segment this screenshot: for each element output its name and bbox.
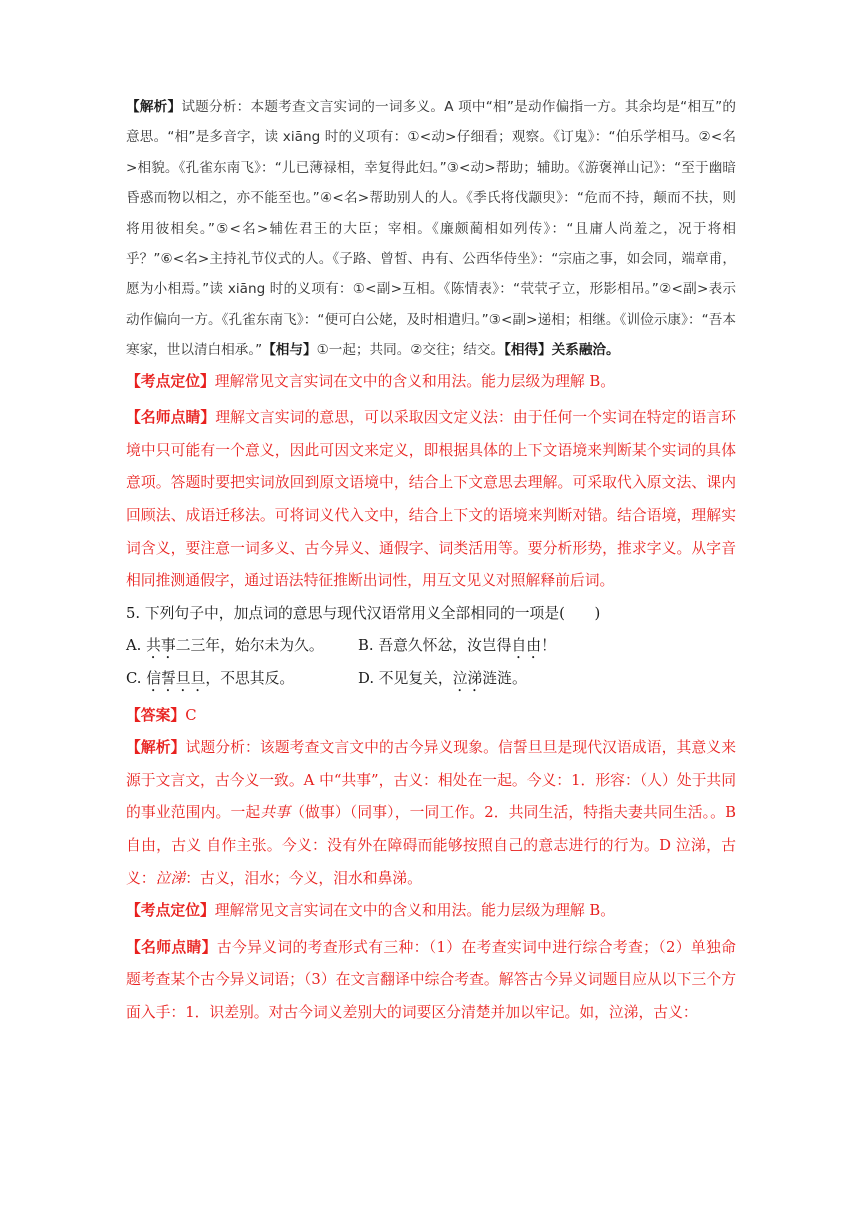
kaodian-tag: 【考点定位】	[126, 372, 215, 390]
option-a-dotted: 共事	[146, 637, 176, 655]
mingshi-text: 理解文言实词的意思，可以采取因文定义法：由于任何一个实词在特定的语言环境中只可能有一个意义，因此可因文来定义，即根据具体的上下文语境来判断某个实词的具体意项。答题时要把实词放回到原文语境中，结合上下文意思去理解。可采取代入原文法、课内回顾法、成语迁移法。可将词义代入文中，结合上下文的语境来判断对错。结合语境，理解实词含义，要注意一词多义、古今异义、通假字、词类活用等。要分析形势，推求字义。从字音相同推测通假字，通过语法特征推断出词性，用互文见义对照解释前后词。	[126, 409, 736, 590]
answer-tag: 【答案】	[126, 706, 186, 724]
analysis-block-2: 【解析】试题分析：该题考查文言文中的古今异义现象。信誓旦旦是现代汉语成语，其意义来源于文言文，古今义一致。A 中“共事”，古义：相处在一起。今义：1．形容：（人）处于共同的事业范围内。一起共事（做事）（同事），一同工作。2．共同生活，特指夫妻共同生活。。B 自由，古义 自作主张。今义：没有外在障碍而能够按照自己的意志进行的行为。D 泣涕，古义：泣涕：古义，泪水；今义，泪水和鼻涕。	[126, 739, 736, 887]
answer-block	[126, 700, 736, 733]
options-row-cd	[126, 663, 736, 696]
xiangyu-tag: 【相与】	[262, 342, 317, 359]
option-b-dotted: 自由	[511, 637, 542, 655]
italic-qiti: 泣涕	[155, 869, 186, 887]
option-c: C. 信誓旦旦，不思其反。	[126, 670, 295, 687]
option-d: D. 不见复关，泣涕涟涟。	[358, 670, 527, 687]
xiangde-tag: 【相得】	[504, 342, 552, 359]
kaodian-block-1	[126, 366, 736, 399]
option-a: A. 共事二三年，始尔未为久。	[126, 637, 324, 655]
option-b: B. 吾意久怀忿，汝岂得自由！	[358, 637, 556, 655]
mingshi-tag: 【名师点睛】	[126, 409, 216, 427]
question-stem: 5. 下列句子中，加点词的意思与现代汉语常用义全部相同的一项是( )	[126, 604, 601, 622]
kaodian-text-2: 理解常见文言实词在文中的含义和用法。能力层级为理解 B。	[214, 902, 616, 920]
answer-value: C	[185, 706, 197, 724]
option-d-dotted: 泣涕	[452, 670, 483, 687]
analysis-tag-2: 【解析】	[126, 739, 186, 757]
mingshi-text-2: 古今异义词的考查形式有三种：（1）在考查实词中进行综合考查；（2）单独命题考查某个古今异义词语；（3）在文言翻译中综合考查。解答古今异义词题目应从以下三个方面入手：1．识差别。对古今词义差别大的词要区分清楚并加以牢记。如，泣涕，古义：	[126, 938, 736, 1021]
mingshi-block-2	[126, 932, 736, 1030]
mingshi-block-1	[126, 402, 736, 598]
analysis-block-1	[126, 92, 736, 366]
kaodian-text: 理解常见文言实词在文中的含义和用法。能力层级为理解 B。	[214, 372, 616, 390]
kaodian-tag-2: 【考点定位】	[126, 902, 215, 920]
options-row-ab	[126, 630, 736, 663]
xiangde-text: 关系融洽。	[551, 342, 620, 359]
xiangyu-text: ①一起；共同。②交往；结交。	[316, 342, 505, 359]
option-c-dotted: 信誓旦旦	[146, 670, 206, 687]
document-page	[126, 92, 736, 1030]
mingshi-tag-2: 【名师点睛】	[126, 938, 217, 956]
analysis-tag: 【解析】	[126, 99, 182, 115]
kaodian-block-2	[126, 895, 736, 928]
italic-gongshi: 共事	[260, 804, 291, 822]
analysis-text: 试题分析：本题考查文言实词的一词多义。A 项中“相”是动作偏指一方。其余均是“相互”的意思。“相”是多音字，读 xiāng 时的义项有：①<动>仔细看；观察。《订鬼》：“伯乐学相马。②<名>相貌。《孔雀东南飞》：“儿已薄禄相，幸复得此妇。”③<动>帮助；辅助。《游褒禅山记》：“至于幽暗昏惑而物以相之，亦不能至也。”④<名>帮助别人的人。《季氏将伐颛臾》：“危而不持，颠而不扶，则将用彼相矣。”⑤<名>辅佐君王的大臣；宰相。《廉颇蔺相如列传》：“且庸人尚羞之，况于将相乎？”⑥<名>主持礼节仪式的人。《子路、曾皙、冉有、公西华侍坐》：“宗庙之事，如会同，端章甫，愿为小相焉。”读 xiāng 时的义项有：①<副>互相。《陈情表》：“茕茕孑立，形影相吊。”②<副>表示动作偏向一方。《孔雀东南飞》：“便可白公姥，及时相遣归。”③<副>递相；相继。《训俭示康》：“吾本寒家，世以清白相承。”	[126, 99, 736, 359]
